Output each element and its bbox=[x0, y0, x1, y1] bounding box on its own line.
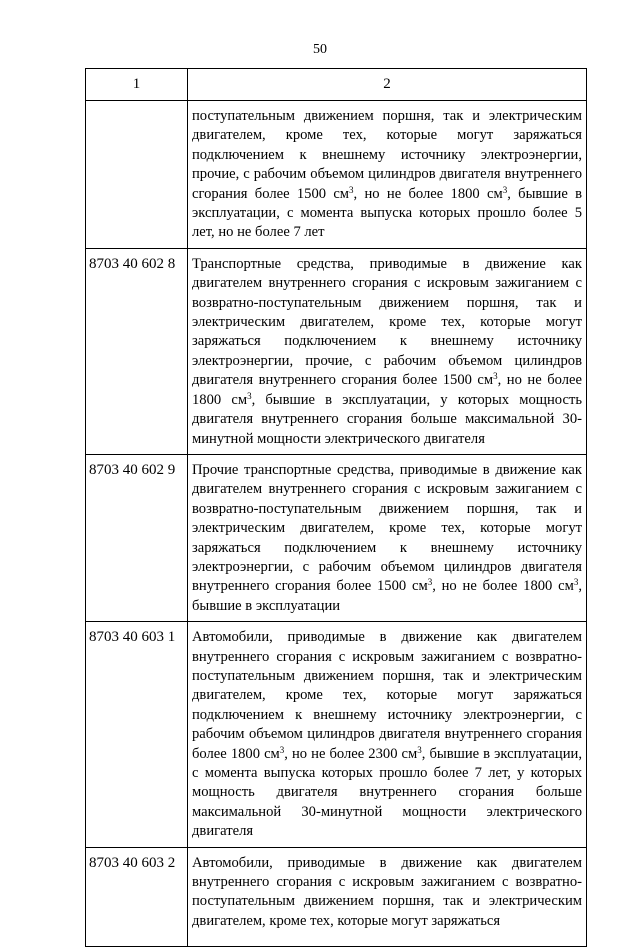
description-cell: Автомобили, приводимые в движение как двигателем внутреннего сгорания с искровым зажиганием с возвратно-поступательным движением поршня, так и электрическим двигателем, кроме тех, которые могут заряжаться подключением к внешнему источнику электроэнергии, с рабочим объемом цилиндров двигателя внутреннего сгорания более 1800 $см^3$, но не более 2300 $см^3$, бывшие в эксплуатации, с момента выпуска которых прошло более 7 лет, у которых мощность двигателя внутреннего сгорания больше максимальной 30-минутной мощности электрического двигателя bbox=[188, 622, 587, 847]
table-header-row bbox=[86, 69, 587, 101]
code-cell: 8703 40 603 1 bbox=[86, 622, 188, 847]
code-cell: 8703 40 603 2 bbox=[86, 847, 188, 946]
code-cell: 8703 40 602 9 bbox=[86, 454, 188, 621]
table-row bbox=[86, 101, 587, 249]
description-cell: Прочие транспортные средства, приводимые в движение как двигателем внутреннего сгорания с искровым зажиганием с возвратно-поступательным движением поршня, так и электрическим двигателем, кроме тех, которые могут заряжаться подключением к внешнему источнику электроэнергии, с рабочим объемом цилиндров двигателя внутреннего сгорания более 1500 $см^3$, но не более 1800 $см^3$, бывшие в эксплуатации bbox=[188, 454, 587, 621]
page-number: 50 bbox=[313, 42, 327, 57]
table-row bbox=[86, 847, 587, 946]
tariff-table bbox=[85, 68, 587, 947]
column-header-code: 1 bbox=[86, 69, 188, 101]
table-row bbox=[86, 454, 587, 621]
table-row bbox=[86, 622, 587, 847]
table-row bbox=[86, 248, 587, 454]
code-cell: 8703 40 602 8 bbox=[86, 248, 188, 454]
code-cell bbox=[86, 101, 188, 249]
description-cell: Транспортные средства, приводимые в движение как двигателем внутреннего сгорания с искровым зажиганием с возвратно-поступательным движением поршня, так и электрическим двигателем, кроме тех, которые могут заряжаться подключением к внешнему источнику электроэнергии, прочие, с рабочим объемом цилиндров двигателя внутреннего сгорания более 1500 $см^3$, но не более 1800 $см^3$, бывшие в эксплуатации, у которых мощность двигателя внутреннего сгорания больше максимальной 30-минутной мощности электрического двигателя bbox=[188, 248, 587, 454]
description-cell: поступательным движением поршня, так и электрическим двигателем, кроме тех, которые могут заряжаться подключением к внешнему источнику электроэнергии, прочие, с рабочим объемом цилиндров двигателя внутреннего сгорания более 1500 $см^3$, но не более 1800 $см^3$, бывшие в эксплуатации, с момента выпуска которых прошло более 5 лет, но не более 7 лет bbox=[188, 101, 587, 249]
column-header-description: 2 bbox=[188, 69, 587, 101]
description-cell: Автомобили, приводимые в движение как двигателем внутреннего сгорания с искровым зажиганием с возвратно-поступательным движением поршня, так и электрическим двигателем, кроме тех, которые могут заряжаться bbox=[188, 847, 587, 946]
